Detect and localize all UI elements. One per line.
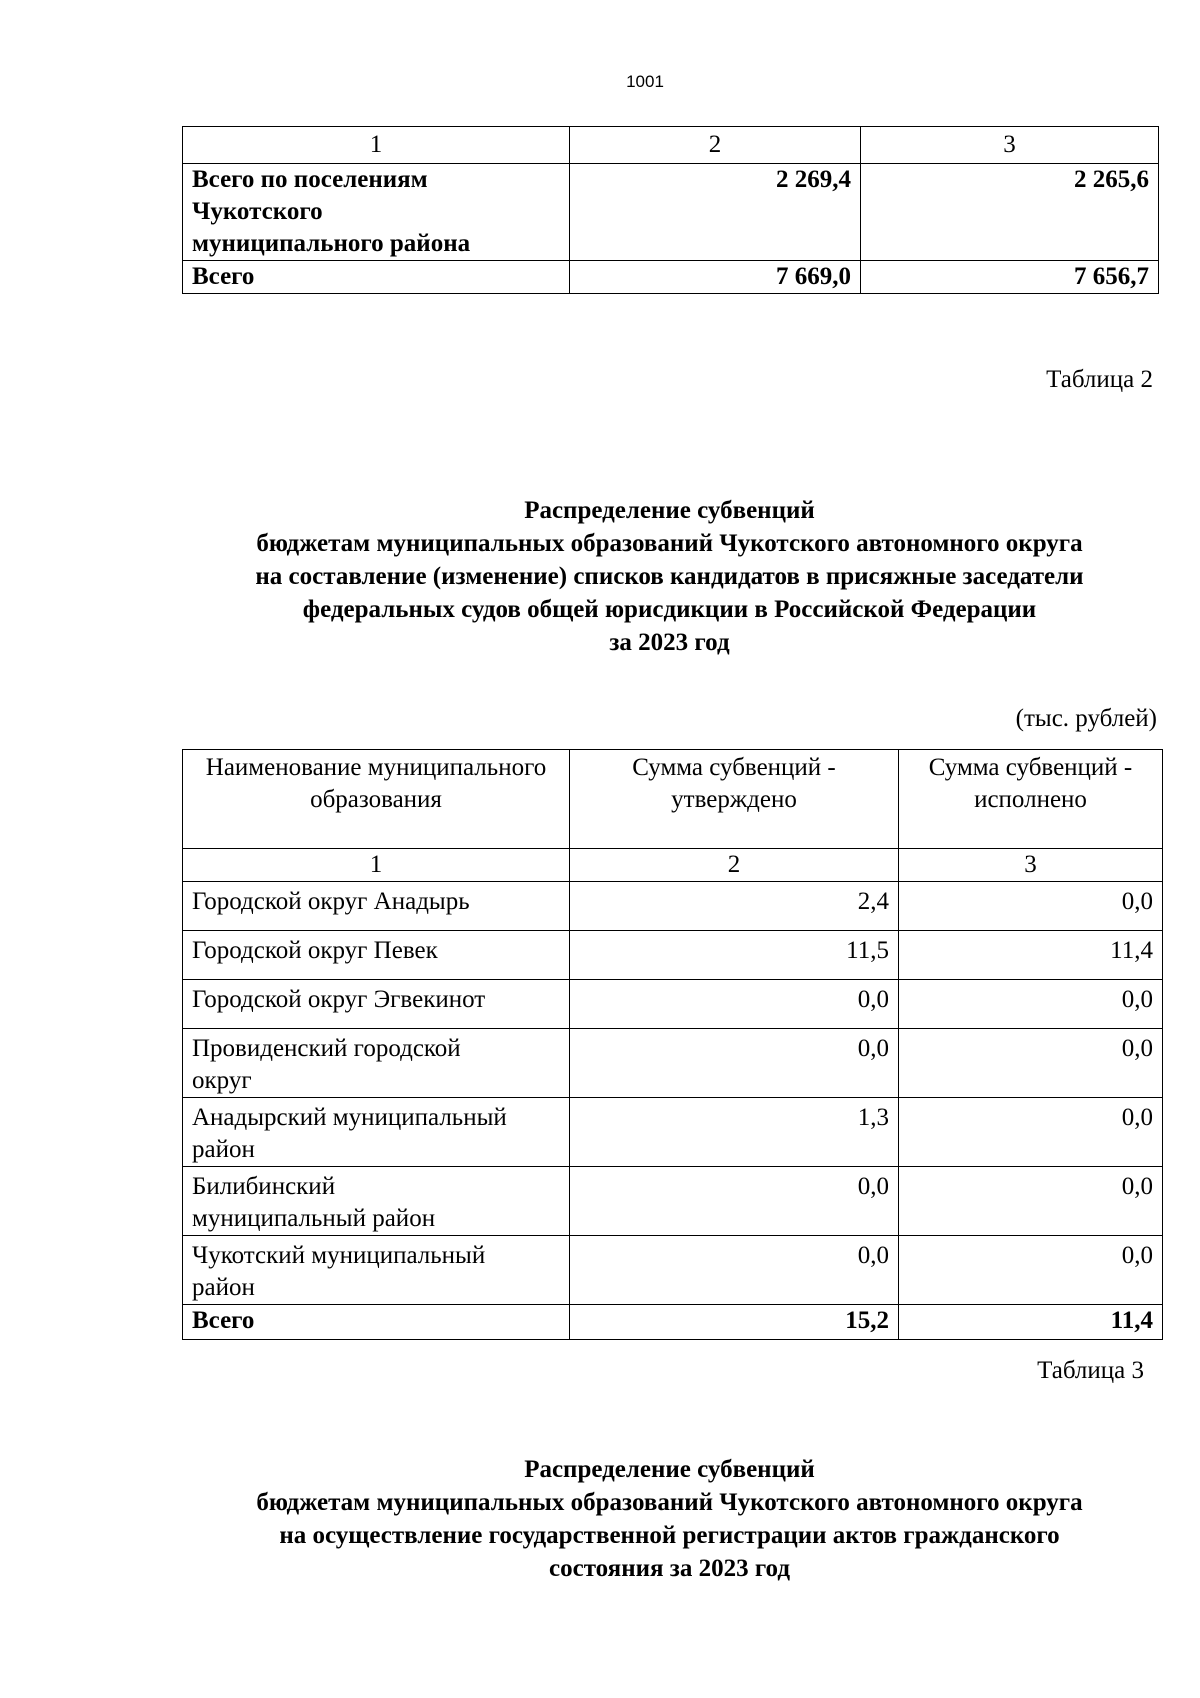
row-approved: 2 269,4 [570, 164, 861, 261]
table-2 [182, 749, 1163, 1340]
page-number: 1001 [626, 72, 664, 91]
row-executed: 0,0 [899, 1098, 1163, 1167]
row-name: Городской округ Анадырь [183, 882, 570, 931]
column-number: 2 [570, 127, 861, 164]
table-header-row [183, 127, 1159, 164]
row-approved: 11,5 [570, 931, 899, 980]
row-executed: 0,0 [899, 1029, 1163, 1098]
table-1-continuation [182, 126, 1159, 294]
title-line: на осуществление государственной регистрации актов гражданского [279, 1522, 1060, 1549]
column-number: 1 [183, 849, 570, 882]
table-row [183, 1167, 1163, 1236]
table-row [183, 1098, 1163, 1167]
row-name: Городской округ Певек [183, 931, 570, 980]
row-approved: 0,0 [570, 1167, 899, 1236]
table-2-title [182, 494, 1157, 659]
row-name: Городской округ Эгвекинот [183, 980, 570, 1029]
table-row [183, 164, 1159, 261]
row-executed: 11,4 [899, 1305, 1163, 1340]
row-name: Билибинский муниципальный район [183, 1167, 570, 1236]
row-approved: 7 669,0 [570, 261, 861, 294]
row-approved: 2,4 [570, 882, 899, 931]
table-row [183, 1236, 1163, 1305]
column-numbers-row [183, 849, 1163, 882]
table-2-caption: Таблица 2 [1046, 366, 1153, 393]
header-approved: Сумма субвенций - утверждено [570, 750, 899, 849]
row-approved: 15,2 [570, 1305, 899, 1340]
title-line: состояния за 2023 год [549, 1555, 790, 1582]
title-line: бюджетам муниципальных образований Чукотского автономного округа [256, 530, 1083, 557]
row-executed: 7 656,7 [861, 261, 1159, 294]
column-number: 1 [183, 127, 570, 164]
table-row-total [183, 1305, 1163, 1340]
row-approved: 0,0 [570, 1029, 899, 1098]
table-row-total [183, 261, 1159, 294]
row-name: Всего по поселениям Чукотского муниципального района [183, 164, 570, 261]
row-approved: 0,0 [570, 980, 899, 1029]
title-line: за 2023 год [609, 629, 730, 656]
row-name: Всего [183, 1305, 570, 1340]
row-executed: 0,0 [899, 1167, 1163, 1236]
row-name: Провиденский городской округ [183, 1029, 570, 1098]
title-line: Распределение субвенций [524, 497, 815, 524]
row-approved: 1,3 [570, 1098, 899, 1167]
title-line: федеральных судов общей юрисдикции в Российской Федерации [302, 596, 1037, 623]
column-number: 3 [899, 849, 1163, 882]
row-executed: 0,0 [899, 882, 1163, 931]
row-name: Чукотский муниципальный район [183, 1236, 570, 1305]
table-row [183, 931, 1163, 980]
row-executed: 2 265,6 [861, 164, 1159, 261]
header-name: Наименование муниципального образования [183, 750, 570, 849]
table-row [183, 980, 1163, 1029]
table-header-row [183, 750, 1163, 849]
row-name: Анадырский муниципальный район [183, 1098, 570, 1167]
row-executed: 0,0 [899, 980, 1163, 1029]
header-executed: Сумма субвенций - исполнено [899, 750, 1163, 849]
title-line: Распределение субвенций [524, 1456, 815, 1483]
row-approved: 0,0 [570, 1236, 899, 1305]
units-label: (тыс. рублей) [1015, 705, 1157, 732]
column-number: 3 [861, 127, 1159, 164]
row-name: Всего [183, 261, 570, 294]
table-3-title [182, 1453, 1157, 1585]
row-executed: 0,0 [899, 1236, 1163, 1305]
title-line: бюджетам муниципальных образований Чукотского автономного округа [256, 1489, 1083, 1516]
table-row [183, 1029, 1163, 1098]
table-row [183, 882, 1163, 931]
row-executed: 11,4 [899, 931, 1163, 980]
table-3-caption: Таблица 3 [1037, 1357, 1144, 1384]
column-number: 2 [570, 849, 899, 882]
title-line: на составление (изменение) списков кандидатов в присяжные заседатели [255, 563, 1084, 590]
